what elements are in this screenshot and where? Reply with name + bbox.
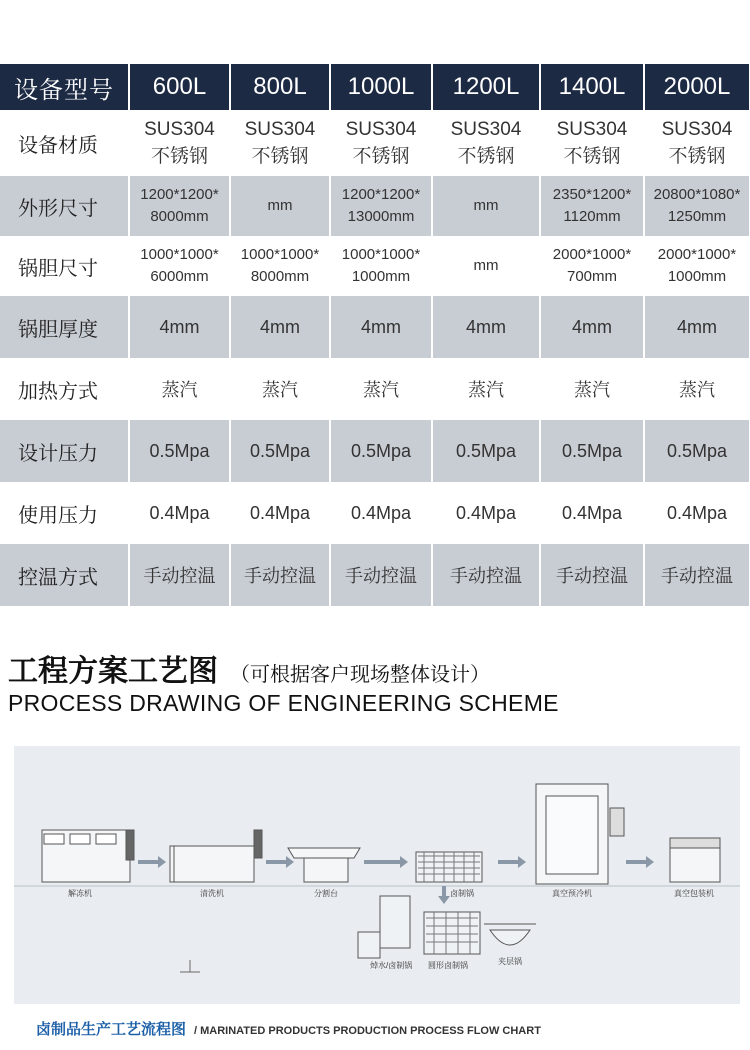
machine-label-washing: 清洗机 <box>200 889 224 898</box>
spec-row <box>0 482 750 544</box>
spec-row-label: 锅胆尺寸 <box>0 236 129 296</box>
spec-cell: 手动控温 <box>644 544 750 606</box>
spec-cell: mm <box>432 176 540 236</box>
spec-cell: 4mm <box>230 296 330 358</box>
spec-row-label: 设备材质 <box>0 110 129 176</box>
spec-row-label: 加热方式 <box>0 358 129 420</box>
header-cell-model: 设备型号 <box>0 64 129 110</box>
spec-cell: mm <box>230 176 330 236</box>
header-cell-1400l: 1400L <box>540 64 644 110</box>
header-cell-800l: 800L <box>230 64 330 110</box>
machine-label-jacketed: 夹层锅 <box>498 957 522 966</box>
header-cell-600l: 600L <box>129 64 230 110</box>
spec-cell: 4mm <box>330 296 432 358</box>
spec-cell: 0.5Mpa <box>644 420 750 482</box>
spec-cell: 手动控温 <box>129 544 230 606</box>
spec-row-label: 外形尺寸 <box>0 176 129 236</box>
header-cell-1000l: 1000L <box>330 64 432 110</box>
spec-cell: 0.4Mpa <box>230 482 330 544</box>
spec-cell: SUS304 不锈钢 <box>330 110 432 176</box>
spec-row-label: 设计压力 <box>0 420 129 482</box>
spec-row <box>0 176 750 236</box>
flow-caption-en: / MARINATED PRODUCTS PRODUCTION PROCESS FLOW CHART <box>194 1025 541 1037</box>
spec-cell: 0.4Mpa <box>432 482 540 544</box>
machine-label-cutting: 分割台 <box>314 889 338 898</box>
machine-label-precooler: 真空预冷机 <box>552 889 592 898</box>
spec-cell: 0.4Mpa <box>540 482 644 544</box>
section-title <box>8 646 490 690</box>
spec-cell: SUS304 不锈钢 <box>540 110 644 176</box>
spec-cell: 2000*1000* 1000mm <box>644 236 750 296</box>
washing-machine-drawing <box>170 830 262 882</box>
spec-cell: 蒸汽 <box>432 358 540 420</box>
spec-cell: 手动控温 <box>540 544 644 606</box>
spec-cell: 手动控温 <box>330 544 432 606</box>
blanching-pot-drawing <box>358 896 410 958</box>
spec-cell: 0.4Mpa <box>330 482 432 544</box>
machine-label-marinating: 卤制锅 <box>450 889 474 898</box>
spec-cell: 0.5Mpa <box>540 420 644 482</box>
spec-header-row <box>0 64 750 110</box>
spec-cell: 0.5Mpa <box>129 420 230 482</box>
spec-row <box>0 236 750 296</box>
section-title-cn: 工程方案工艺图 <box>8 654 218 689</box>
spec-cell: 1000*1000* 8000mm <box>230 236 330 296</box>
section-title-en: PROCESS DRAWING OF ENGINEERING SCHEME <box>8 690 559 716</box>
spec-cell: 蒸汽 <box>644 358 750 420</box>
spec-cell: SUS304 不锈钢 <box>230 110 330 176</box>
marinating-pot-drawing <box>416 852 482 882</box>
spec-cell: 2350*1200* 1120mm <box>540 176 644 236</box>
spec-cell: mm <box>432 236 540 296</box>
spec-cell: SUS304 不锈钢 <box>129 110 230 176</box>
spec-cell: 1200*1200* 8000mm <box>129 176 230 236</box>
spec-cell: 0.5Mpa <box>432 420 540 482</box>
spec-row <box>0 420 750 482</box>
section-title-note: （可根据客户现场整体设计） <box>230 662 490 686</box>
spec-cell: 1000*1000* 6000mm <box>129 236 230 296</box>
machine-label-blanching: 焯水/卤制锅 <box>370 961 413 970</box>
spec-row-label: 控温方式 <box>0 544 129 606</box>
vacuum-precooler-drawing <box>536 784 624 884</box>
thawing-machine-drawing <box>42 830 134 882</box>
spec-cell: 1200*1200* 13000mm <box>330 176 432 236</box>
spec-cell: 蒸汽 <box>230 358 330 420</box>
round-marinating-pot-drawing <box>424 912 480 954</box>
flow-caption-cn: 卤制品生产工艺流程图 <box>36 1021 187 1038</box>
spec-table <box>0 64 750 606</box>
spec-cell: SUS304 不锈钢 <box>644 110 750 176</box>
spec-cell: 4mm <box>644 296 750 358</box>
process-flow-diagram <box>14 746 740 1004</box>
spec-cell: 0.4Mpa <box>644 482 750 544</box>
spec-cell: 手动控温 <box>230 544 330 606</box>
spec-cell: 0.5Mpa <box>330 420 432 482</box>
spec-row-label: 使用压力 <box>0 482 129 544</box>
spec-cell: SUS304 不锈钢 <box>432 110 540 176</box>
spec-row-label: 锅胆厚度 <box>0 296 129 358</box>
cutting-table-drawing <box>288 848 360 882</box>
spec-cell: 4mm <box>129 296 230 358</box>
spec-row <box>0 544 750 606</box>
spec-cell: 0.4Mpa <box>129 482 230 544</box>
spec-cell: 2000*1000* 700mm <box>540 236 644 296</box>
spec-cell: 4mm <box>432 296 540 358</box>
spec-cell: 蒸汽 <box>129 358 230 420</box>
spec-row <box>0 296 750 358</box>
vacuum-packer-drawing <box>670 838 720 882</box>
machine-label-packer: 真空包装机 <box>674 889 714 898</box>
jacketed-pot-drawing <box>484 924 536 945</box>
spec-row <box>0 110 750 176</box>
header-cell-1200l: 1200L <box>432 64 540 110</box>
machine-label-thawing: 解冻机 <box>68 889 92 898</box>
machine-label-round-pot: 圆形卤制锅 <box>428 961 468 970</box>
flow-caption <box>36 1018 541 1039</box>
spec-cell: 蒸汽 <box>330 358 432 420</box>
spec-cell: 20800*1080* 1250mm <box>644 176 750 236</box>
spec-cell: 手动控温 <box>432 544 540 606</box>
header-cell-2000l: 2000L <box>644 64 750 110</box>
spec-row <box>0 358 750 420</box>
spec-cell: 蒸汽 <box>540 358 644 420</box>
spec-cell: 4mm <box>540 296 644 358</box>
spec-cell: 1000*1000* 1000mm <box>330 236 432 296</box>
spec-cell: 0.5Mpa <box>230 420 330 482</box>
